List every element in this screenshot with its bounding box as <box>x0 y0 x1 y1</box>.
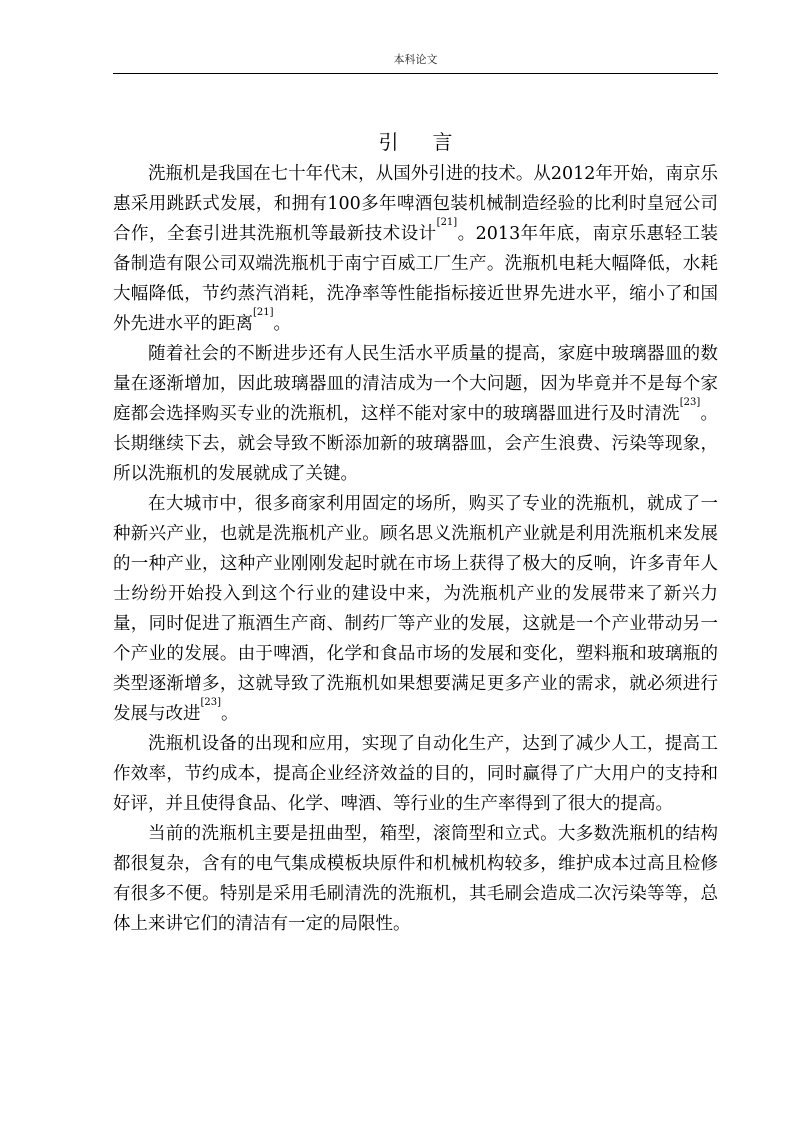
section-title: 引言 <box>378 130 487 154</box>
paragraph-2-text: 随着社会的不断进步还有人民生活水平质量的提高，家庭中玻璃器皿的数量在逐渐增加，因此玻璃器皿的清洁成为一个大问题，因为毕竟并不是每个家庭都会选择购买专业的洗瓶机，这样不能对家中的玻璃器皿进行及时清洗 <box>113 344 718 424</box>
paragraph-1-text-3: 。 <box>273 314 292 334</box>
citation-23-first: [23] <box>679 397 701 409</box>
paragraph-3-text-2: 。 <box>221 704 239 724</box>
header-rule <box>113 73 718 74</box>
paragraph-1-text: 洗瓶机是我国在七十年代末，从国外引进的技术。从2012年开始，南京乐惠采用跳跃式发展，和拥有100多年啤酒包装机械制造经验的比利时皇冠公司合作，全套引进其洗瓶机等最新技术设计 <box>113 164 718 244</box>
paragraph-1 <box>113 159 718 339</box>
paragraph-5-text: 当前的洗瓶机主要是扭曲型，箱型，滚筒型和立式。大多数洗瓶机的结构都很复杂，含有的电气集成模板块原件和机械机构较多，维护成本过高且检修有很多不便。特别是采用毛刷清洗的洗瓶机，其毛刷会造成二次污染等等，总体上来讲它们的清洁有一定的局限性。 <box>113 824 718 934</box>
paragraph-3 <box>113 489 718 729</box>
paragraph-5 <box>113 819 718 939</box>
running-header: 本科论文 <box>393 53 438 66</box>
paragraph-3-text: 在大城市中，很多商家利用固定的场所，购买了专业的洗瓶机，就成了一种新兴产业，也就是洗瓶机产业。顾名思义洗瓶机产业就是利用洗瓶机来发展的一种产业，这种产业刚刚发起时就在市场上获得了极大的反响，许多青年人士纷纷开始投入到这个行业的建设中来，为洗瓶机产业的发展带来了新兴力量，同时促进了瓶酒生产商、制药厂等产业的发展，这就是一个产业带动另一个产业的发展。由于啤酒，化学和食品市场的发展和变化，塑料瓶和玻璃瓶的类型逐渐增多，这就导致了洗瓶机如果想要满足更多产业的需求，就必须进行发展与改进 <box>113 494 718 724</box>
citation-21-first: [21] <box>436 217 458 229</box>
citation-23-second: [23] <box>200 697 222 709</box>
paragraph-2-text-2: 。长期继续下去，就会导致不断添加新的玻璃器皿，会产生浪费、污染等现象，所以洗瓶机的发展就成了关键。 <box>113 404 719 484</box>
paragraph-2 <box>113 339 718 489</box>
paragraph-4 <box>113 729 718 819</box>
body-text <box>113 159 718 939</box>
paragraph-1-text-2: 。2013年年底，南京乐惠轻工装备制造有限公司双端洗瓶机于南宁百威工厂生产。洗瓶机电耗大幅降低，水耗大幅降低，节约蒸汽消耗，洗净率等性能指标接近世界先进水平，缩小了和国外先进水平的距离 <box>113 224 718 334</box>
citation-21-second: [21] <box>253 307 274 319</box>
paragraph-4-text: 洗瓶机设备的出现和应用，实现了自动化生产，达到了减少人工，提高工作效率，节约成本，提高企业经济效益的目的，同时赢得了广大用户的支持和好评，并且使得食品、化学、啤酒、等行业的生产率得到了很大的提高。 <box>113 734 718 814</box>
